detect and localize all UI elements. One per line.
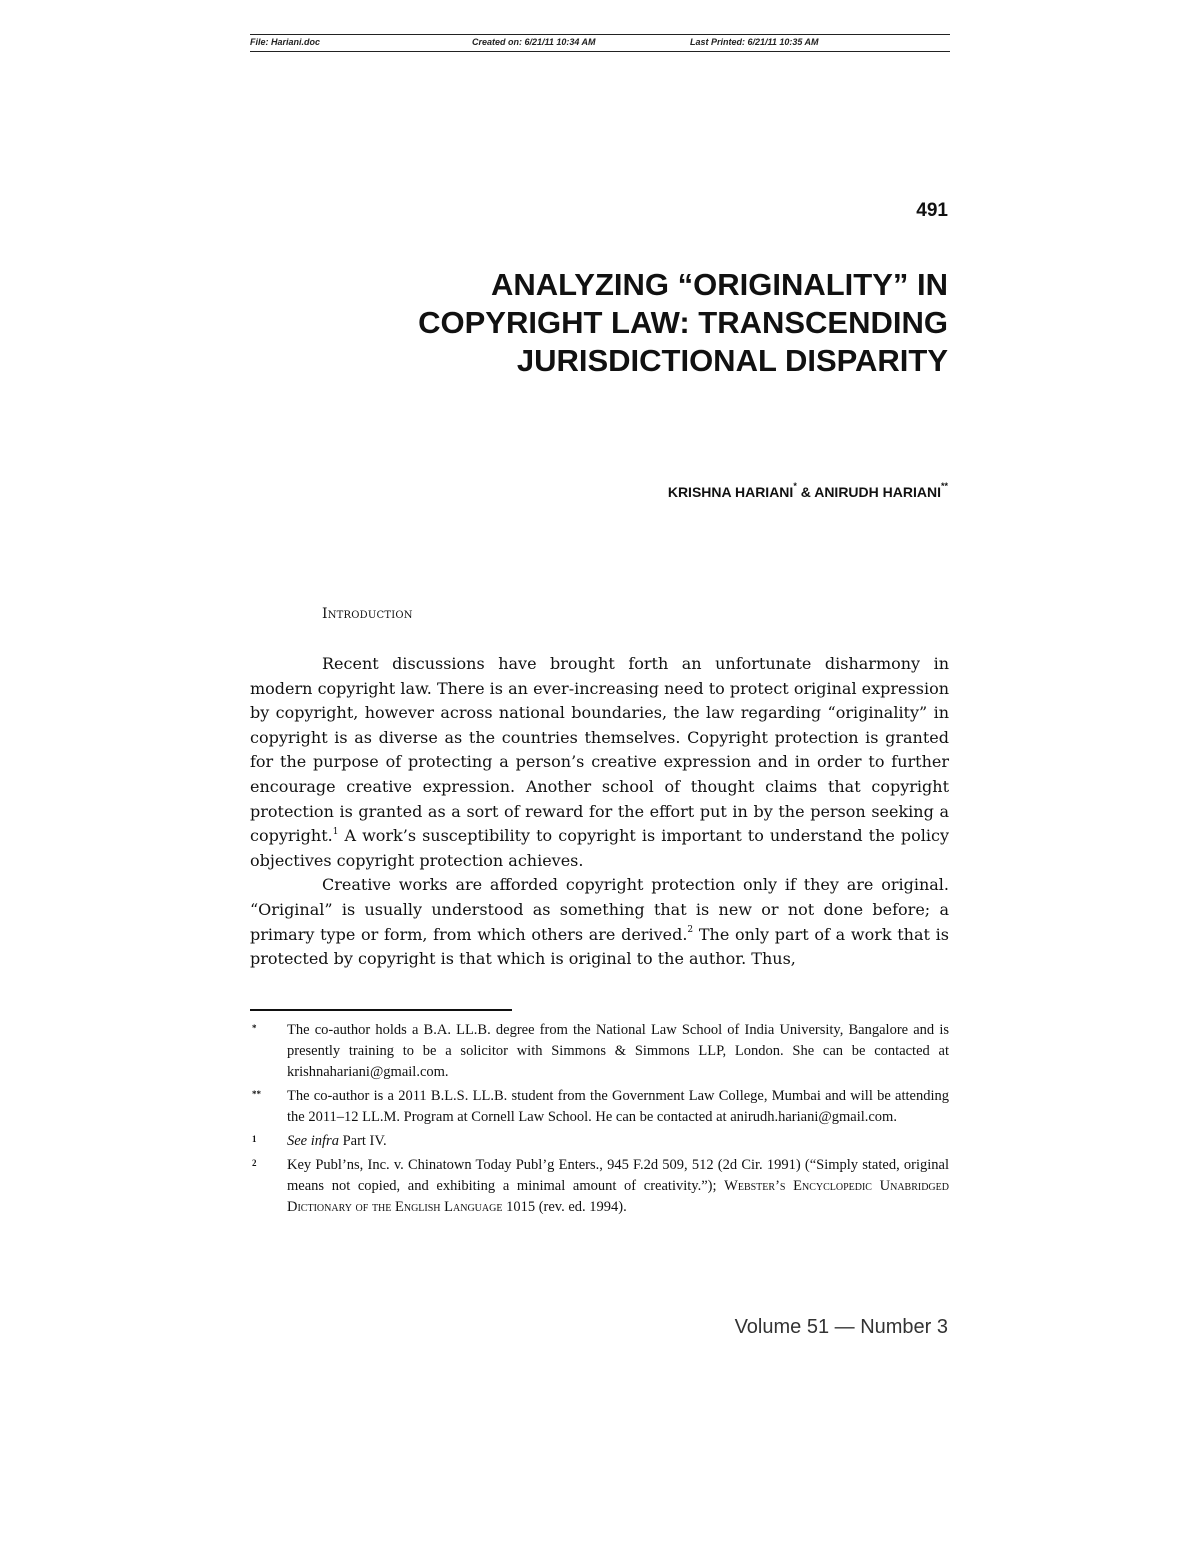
footnote-text: Key Publ’ns, Inc. v. Chinatown Today Publ’g Enters., 945 F.2d 509, 512 (2d Cir. 1991) (“Simply stated, original means not copied, and exhibiting a minimal amount of creativity.”);	[287, 1157, 949, 1194]
footnote-text: Part IV.	[338, 1133, 387, 1149]
title-line-3: JURISDICTIONAL DISPARITY	[516, 343, 948, 378]
running-header	[250, 34, 950, 52]
article-title	[308, 266, 948, 380]
footnote-mark: **	[252, 1089, 261, 1099]
footnote-double-star	[250, 1086, 949, 1128]
title-line-1: ANALYZING “ORIGINALITY” IN	[491, 267, 948, 302]
footnote-mark: *	[252, 1023, 257, 1033]
footnote-signal: See infra	[287, 1133, 339, 1149]
page-number: 491	[916, 200, 948, 221]
article-body	[250, 652, 949, 972]
footnote-star	[250, 1020, 949, 1083]
author-1-footnote-mark: *	[793, 481, 797, 491]
footnote-mark: 2	[252, 1158, 257, 1168]
body-paragraph-2	[250, 873, 949, 971]
header-file-name: File: Hariani.doc	[250, 37, 321, 47]
author-1: KRISHNA HARIANI	[667, 484, 794, 500]
footnote-ref-2: 2	[687, 925, 694, 936]
footnote-1	[250, 1131, 949, 1152]
paragraph-2-text-continued: The only part of a work that is protected by copyright is that which is original to the author. Thus,	[250, 924, 949, 969]
footnote-divider	[250, 1009, 512, 1011]
footnote-2	[250, 1155, 949, 1218]
footnote-ref-1: 1	[332, 826, 339, 837]
author-2-footnote-mark: **	[940, 481, 948, 491]
footnotes	[250, 1020, 949, 1221]
body-paragraph-1	[250, 652, 949, 873]
paragraph-2-text: Creative works are afforded copyright protection only if they are original. “Original” is usually understood as something that is new or not done before; a primary type or form, from which others are derived.	[250, 875, 949, 944]
journal-volume-footer: Volume 51 — Number 3	[734, 1316, 948, 1338]
paragraph-1-text: Recent discussions have brought forth an unfortunate disharmony in modern copyright law. There is an ever-increasing need to protect original expression by copyright, however across national boundaries, the law regarding “originality” in copyright is as diverse as the countries themselves. Copyright protection is granted for the purpose of protecting a person’s creative expression and in order to further encourage creative expression. Another school of thought claims that copyright protection is granted as a sort of reward for the effort put in by the person seeking a copyright.	[250, 654, 949, 846]
header-printed-date: Last Printed: 6/21/11 10:35 AM	[690, 37, 819, 47]
author-joiner: &	[796, 484, 815, 500]
footnote-source-title: Webster’s Encyclopedic Unabridged Dictionary of the English Language	[287, 1178, 949, 1215]
title-line-2: COPYRIGHT LAW: TRANSCENDING	[418, 305, 948, 340]
footnote-text-continued: 1015 (rev. ed. 1994).	[502, 1199, 627, 1215]
header-created-date: Created on: 6/21/11 10:34 AM	[472, 37, 596, 47]
section-heading: Introduction	[322, 606, 413, 622]
author-byline	[667, 481, 948, 500]
footnote-text: The co-author is a 2011 B.L.S. LL.B. student from the Government Law College, Mumbai and will be attending the 2011–12 LL.M. Program at Cornell Law School. He can be contacted at anirudh.hariani@gmail.com.	[287, 1088, 949, 1125]
footnote-text: The co-author holds a B.A. LL.B. degree from the National Law School of India University, Bangalore and is presently training to be a solicitor with Simmons & Simmons LLP, London. She can be contacted at krishnahariani@gmail.com.	[287, 1022, 949, 1080]
footnote-mark: 1	[252, 1134, 257, 1144]
author-2: ANIRUDH HARIANI	[814, 484, 941, 500]
paragraph-1-text-continued: A work’s susceptibility to copyright is important to understand the policy objectives copyright protection achieves.	[250, 826, 949, 870]
